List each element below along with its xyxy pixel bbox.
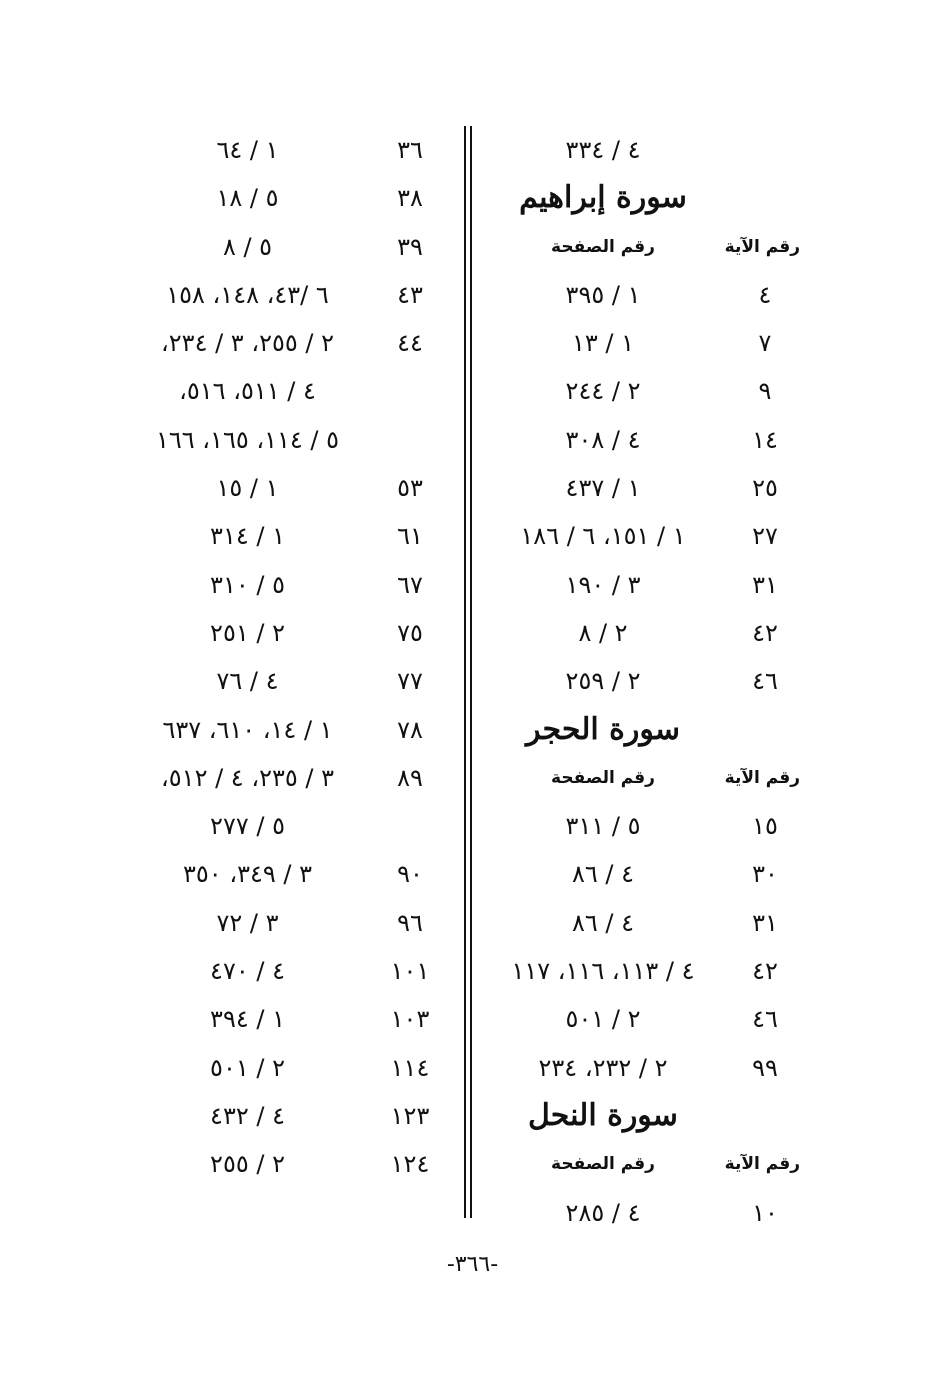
ayah-number: ٥٣ xyxy=(397,474,423,503)
ayah-number: ١٥ xyxy=(752,812,778,841)
page-reference: ٥ / ٨ xyxy=(222,232,273,261)
ayah-number: ٨٩ xyxy=(397,763,423,792)
ayah-number: ١٠ xyxy=(752,1198,778,1227)
index-row xyxy=(478,1189,828,1237)
page-reference: ٤ / ٨٦ xyxy=(571,908,634,937)
page-reference: ٥ / ٣١٠ xyxy=(210,570,285,599)
page-reference: ١ / ١٥١، ٦ / ١٨٦ xyxy=(520,522,686,551)
page-reference: ٤ / ٣٠٨ xyxy=(565,425,641,454)
index-row xyxy=(478,367,828,415)
page-reference: ٤ / ٥١١، ٥١٦، xyxy=(179,377,316,406)
right-column xyxy=(478,126,828,1227)
ayah-number: ٣٩ xyxy=(397,232,423,261)
ayah-number: ٤٦ xyxy=(752,1005,778,1034)
index-row xyxy=(130,899,460,947)
page-reference: ٤ / ٨٦ xyxy=(571,860,634,889)
page-reference: ٣ / ٣٤٩، ٣٥٠ xyxy=(183,860,312,889)
ayah-column-header: رقم الآية xyxy=(724,1154,800,1175)
column-header-row xyxy=(478,1140,828,1188)
column-header-row xyxy=(478,223,828,271)
index-row xyxy=(478,126,828,174)
divider-line xyxy=(464,126,466,1218)
index-row xyxy=(130,802,460,850)
page-reference: ١ / ٤٣٧ xyxy=(565,474,641,503)
page-reference: ٤ / ٢٨٥ xyxy=(565,1198,641,1227)
page-number: -٣٦٦- xyxy=(446,1252,499,1277)
index-row xyxy=(478,947,828,995)
index-row xyxy=(130,657,460,705)
index-row xyxy=(130,609,460,657)
page-reference: ٢ / ٢٥٥، ٣ / ٢٣٤، xyxy=(161,329,334,358)
page-reference: ١ / ١٣ xyxy=(571,329,634,358)
index-row xyxy=(130,1044,460,1092)
ayah-number: ١٢٤ xyxy=(390,1150,430,1179)
page-reference: ١ / ٣١٤ xyxy=(210,522,285,551)
ayah-number: ٩٠ xyxy=(397,860,423,889)
surah-heading: سورة إبراهيم xyxy=(519,180,687,216)
ayah-number: ٧٥ xyxy=(397,618,423,647)
index-row xyxy=(478,512,828,560)
index-row xyxy=(130,512,460,560)
index-row xyxy=(478,464,828,512)
page-reference: ٢ / ٥٠١ xyxy=(565,1005,641,1034)
page-reference: ٤ / ٧٦ xyxy=(216,667,279,696)
page-reference: ٢ / ٢٣٢، ٢٣٤ xyxy=(538,1053,668,1082)
ayah-column-header: رقم الآية xyxy=(724,767,800,788)
page-reference: ٢ / ٢٤٤ xyxy=(565,377,641,406)
left-column xyxy=(130,126,460,1216)
index-row xyxy=(130,174,460,222)
page-reference: ٤ / ٣٣٤ xyxy=(565,136,641,164)
page-reference: ٢ / ٥٠١ xyxy=(210,1053,285,1082)
index-row xyxy=(478,416,828,464)
page-reference: ٤ / ٤٧٠ xyxy=(210,957,285,986)
ayah-column-header: رقم الآية xyxy=(724,236,800,257)
ayah-number: ١٠٣ xyxy=(390,1005,430,1034)
index-row xyxy=(130,271,460,319)
ayah-number: ٤٢ xyxy=(752,618,778,647)
column-divider xyxy=(464,126,472,1218)
ayah-number: ٧٨ xyxy=(397,715,423,744)
index-row xyxy=(130,367,460,415)
index-row xyxy=(130,464,460,512)
ayah-number: ٢٥ xyxy=(752,474,778,503)
index-row xyxy=(130,1140,460,1188)
index-row xyxy=(478,319,828,367)
page-reference: ١ / ٣٩٥ xyxy=(565,280,641,309)
index-row xyxy=(478,271,828,319)
index-row xyxy=(130,706,460,754)
index-row xyxy=(478,850,828,898)
page-reference: ٣ / ٧٢ xyxy=(216,908,279,937)
ayah-number: ٩ xyxy=(758,377,772,406)
ayah-number: ٣١ xyxy=(752,908,778,937)
surah-heading: سورة النحل xyxy=(528,1097,678,1133)
ayah-number: ٣٨ xyxy=(397,184,423,213)
page-reference: ٢ / ٢٥٥ xyxy=(210,1150,285,1179)
page-reference: ٢ / ٢٥١ xyxy=(210,618,285,647)
ayah-number: ٤ xyxy=(758,280,772,309)
index-row xyxy=(478,1044,828,1092)
index-row xyxy=(130,1092,460,1140)
page-reference: ١ / ١٥ xyxy=(216,474,279,503)
ayah-number: ٤٤ xyxy=(397,329,423,358)
page-reference: ٥ / ٣١١ xyxy=(565,812,641,841)
index-row xyxy=(130,947,460,995)
ayah-number: ٤٣ xyxy=(397,280,423,309)
ayah-number: ٣١ xyxy=(752,570,778,599)
page-reference: ٣ / ١٩٠ xyxy=(565,570,641,599)
ayah-number: ٤٦ xyxy=(752,667,778,696)
page-reference: ٦ /٤٣، ١٤٨، ١٥٨ xyxy=(166,280,329,309)
index-row xyxy=(478,802,828,850)
page-reference: ١ / ١٤، ٦١٠، ٦٣٧ xyxy=(162,715,333,744)
index-row xyxy=(130,223,460,271)
index-row xyxy=(478,609,828,657)
ayah-number: ٩٩ xyxy=(752,1053,778,1082)
ayah-number: ١١٤ xyxy=(390,1053,430,1082)
page-column-header: رقم الصفحة xyxy=(551,236,655,257)
surah-heading: سورة الحجر xyxy=(525,711,681,747)
page-reference: ١ / ٣٩٤ xyxy=(210,1005,285,1034)
index-row xyxy=(130,126,460,174)
page-reference: ٣ / ٢٣٥، ٤ / ٥١٢، xyxy=(161,763,334,792)
index-row xyxy=(130,319,460,367)
index-row xyxy=(478,561,828,609)
page-reference: ٢ / ٢٥٩ xyxy=(565,667,641,696)
ayah-number: ٣٦ xyxy=(397,136,423,164)
ayah-number: ٣٠ xyxy=(752,860,778,889)
index-row xyxy=(478,995,828,1043)
page-reference: ١ / ٦٤ xyxy=(216,136,279,164)
index-row xyxy=(130,416,460,464)
ayah-number: ٧ xyxy=(758,329,772,358)
index-row xyxy=(478,657,828,705)
ayah-number: ٩٦ xyxy=(397,908,423,937)
page-column-header: رقم الصفحة xyxy=(551,767,655,788)
index-row xyxy=(130,754,460,802)
index-row xyxy=(130,561,460,609)
ayah-number: ٤٢ xyxy=(752,957,778,986)
ayah-number: ١٢٣ xyxy=(390,1101,430,1130)
page-reference: ٥ / ٢٧٧ xyxy=(210,812,285,841)
page-reference: ٤ / ١١٣، ١١٦، ١١٧ xyxy=(511,957,695,986)
index-row xyxy=(130,995,460,1043)
column-header-row xyxy=(478,754,828,802)
index-row xyxy=(130,850,460,898)
page-reference: ٤ / ٤٣٢ xyxy=(210,1101,285,1130)
ayah-number: ١٠١ xyxy=(390,957,430,986)
divider-line xyxy=(470,126,472,1218)
page-reference: ٥ / ١٨ xyxy=(216,184,279,213)
page-column-header: رقم الصفحة xyxy=(551,1154,655,1175)
index-row xyxy=(478,899,828,947)
ayah-number: ٢٧ xyxy=(752,522,778,551)
page-reference: ٢ / ٨ xyxy=(578,618,628,647)
ayah-number: ٦٧ xyxy=(397,570,423,599)
ayah-number: ٦١ xyxy=(397,522,423,551)
ayah-number: ١٤ xyxy=(752,425,778,454)
ayah-number: ٧٧ xyxy=(397,667,423,696)
page-reference: ٥ / ١١٤، ١٦٥، ١٦٦ xyxy=(156,425,339,454)
